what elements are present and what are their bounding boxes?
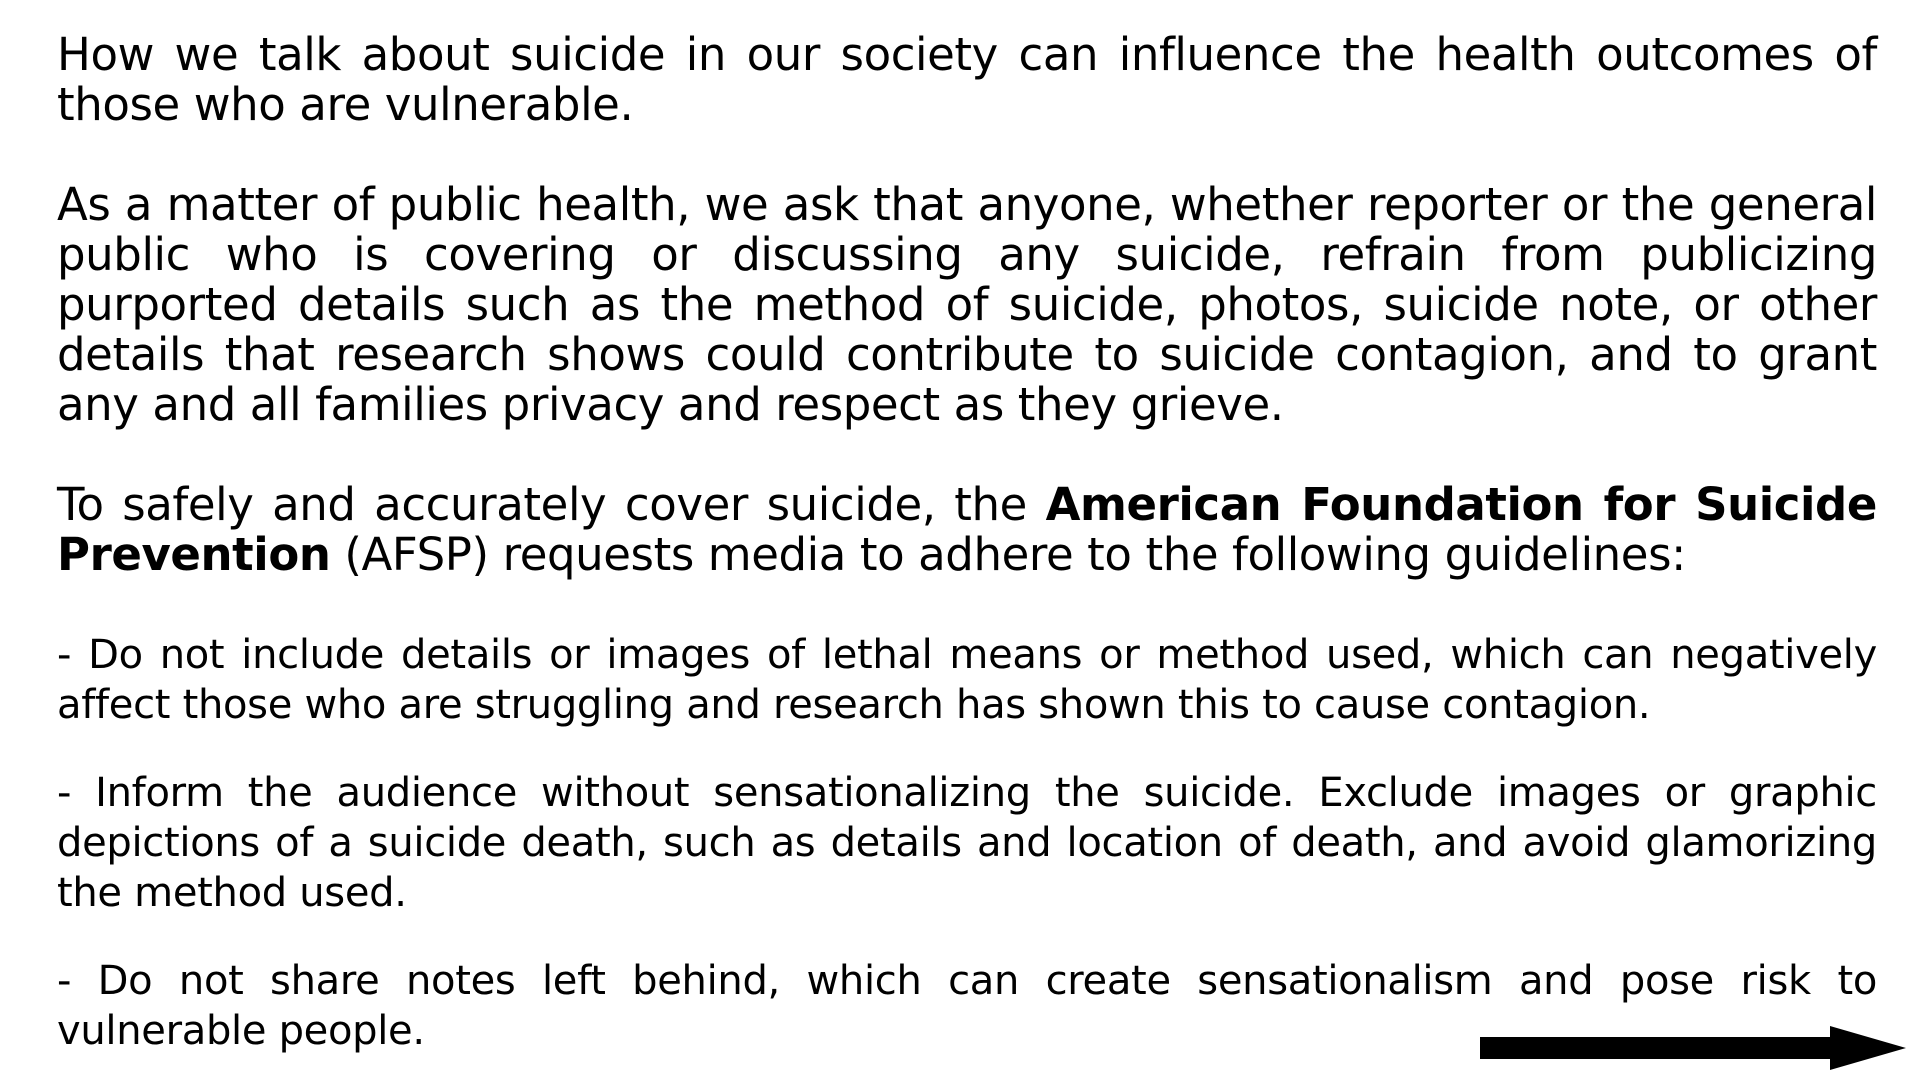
afsp-intro-text: To safely and accurately cover suicide, the [57,478,1046,531]
statement-text [57,30,1877,1056]
intro-paragraph: How we talk about suicide in our society can influence the health outcomes of those who are vulnerable. [57,28,1877,131]
afsp-organization-name: American Foundation for Suicide Prevention [57,478,1877,581]
guideline-item: - Do not include details or images of lethal means or method used, which can negatively affect those who are struggling and research has shown this to cause contagion. [57,632,1877,728]
public-health-paragraph: As a matter of public health, we ask that anyone, whether reporter or the general public who is covering or discussing any suicide, refrain from publicizing purported details such as the method of suicide, photos, suicide note, or other details that research shows could contribute to suicide contagion, and to grant any and all families privacy and respect as they grieve. [57,178,1877,431]
guideline-item: - Do not share notes left behind, which can create sensationalism and pose risk to vulnerable people. [57,958,1877,1054]
guideline-item: - Inform the audience without sensationalizing the suicide. Exclude images or graphic depictions of a suicide death, such as details and location of death, and avoid glamorizing the method used. [57,770,1877,916]
afsp-paragraph [57,480,1877,580]
afsp-request-text: (AFSP) requests media to adhere to the following guidelines: [330,528,1686,581]
arrow-shape [1480,1026,1906,1070]
right-arrow-icon[interactable] [1480,1026,1906,1070]
guidelines-list [57,630,1877,1056]
